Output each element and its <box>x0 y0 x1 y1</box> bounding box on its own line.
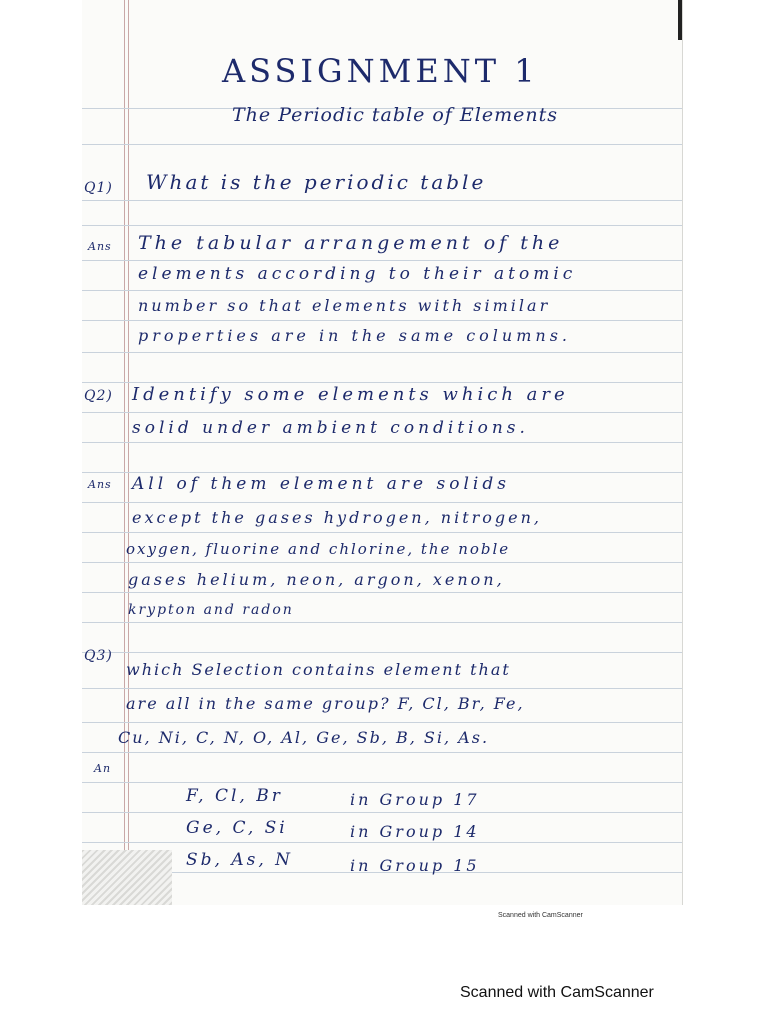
assignment-subtitle: The Periodic table of Elements <box>232 104 558 126</box>
ruled-line <box>82 622 682 623</box>
q1-answer-line: The tabular arrangement of the <box>138 232 564 254</box>
scanner-watermark: Scanned with CamScanner <box>460 984 654 1001</box>
notebook-page <box>82 0 683 905</box>
ruled-line <box>82 144 682 145</box>
q1-answer-line: elements according to their atomic <box>138 264 577 284</box>
q3-marker: Q3) <box>84 648 113 664</box>
margin-line-inner <box>128 0 129 905</box>
q1-answer-line: properties are in the same columns. <box>138 326 571 345</box>
ruled-line <box>82 225 682 226</box>
ruled-line <box>82 532 682 533</box>
ruled-line <box>82 412 682 413</box>
scanner-watermark-small: Scanned with CamScanner <box>498 912 583 919</box>
ruled-line <box>82 652 682 653</box>
q3-question-line: which Selection contains element that <box>126 660 511 679</box>
ruled-line <box>82 502 682 503</box>
q2-marker: Q2) <box>84 388 113 404</box>
q1-answer-marker: Ans <box>88 240 112 253</box>
q2-question-line: Identify some elements which are <box>132 384 569 405</box>
ruled-line <box>82 200 682 201</box>
q3-answer-marker: An <box>94 762 112 775</box>
q1-answer-line: number so that elements with similar <box>138 296 551 315</box>
ruled-line <box>82 352 682 353</box>
q3-question-line: Cu, Ni, C, N, O, Al, Ge, Sb, B, Si, As. <box>118 728 490 747</box>
ruled-line <box>82 752 682 753</box>
ruled-line <box>82 722 682 723</box>
ruled-line <box>82 812 682 813</box>
ruled-line <box>82 562 682 563</box>
q3-answer-elements: Ge, C, Si <box>186 818 288 838</box>
ruled-line <box>82 472 682 473</box>
ruled-line <box>82 688 682 689</box>
ruled-line <box>82 260 682 261</box>
q2-answer-line: krypton and radon <box>128 602 294 618</box>
margin-line <box>124 0 125 905</box>
ruled-line <box>82 382 682 383</box>
q1-marker: Q1) <box>84 180 113 196</box>
q2-answer-marker: Ans <box>88 478 112 491</box>
q3-answer-group: in Group 14 <box>350 822 480 841</box>
q2-question-line: solid under ambient conditions. <box>132 418 529 438</box>
q2-answer-line: gases helium, neon, argon, xenon, <box>128 570 505 589</box>
page-edge <box>678 0 682 40</box>
page-shadow <box>82 850 172 905</box>
ruled-line <box>82 842 682 843</box>
q3-answer-elements: Sb, As, N <box>186 850 294 870</box>
q3-answer-elements: F, Cl, Br <box>186 786 283 806</box>
q2-answer-line: oxygen, fluorine and chlorine, the noble <box>126 540 511 558</box>
q2-answer-line: All of them element are solids <box>132 474 510 494</box>
q1-question: What is the periodic table <box>146 170 487 194</box>
q2-answer-line: except the gases hydrogen, nitrogen, <box>132 508 543 527</box>
ruled-line <box>82 320 682 321</box>
ruled-line <box>82 592 682 593</box>
q3-answer-group: in Group 15 <box>350 856 480 875</box>
q3-question-line: are all in the same group? F, Cl, Br, Fe, <box>126 694 525 713</box>
ruled-line <box>82 290 682 291</box>
ruled-line <box>82 442 682 443</box>
ruled-line <box>82 782 682 783</box>
q3-answer-group: in Group 17 <box>350 790 480 809</box>
assignment-title: ASSIGNMENT 1 <box>222 52 539 90</box>
